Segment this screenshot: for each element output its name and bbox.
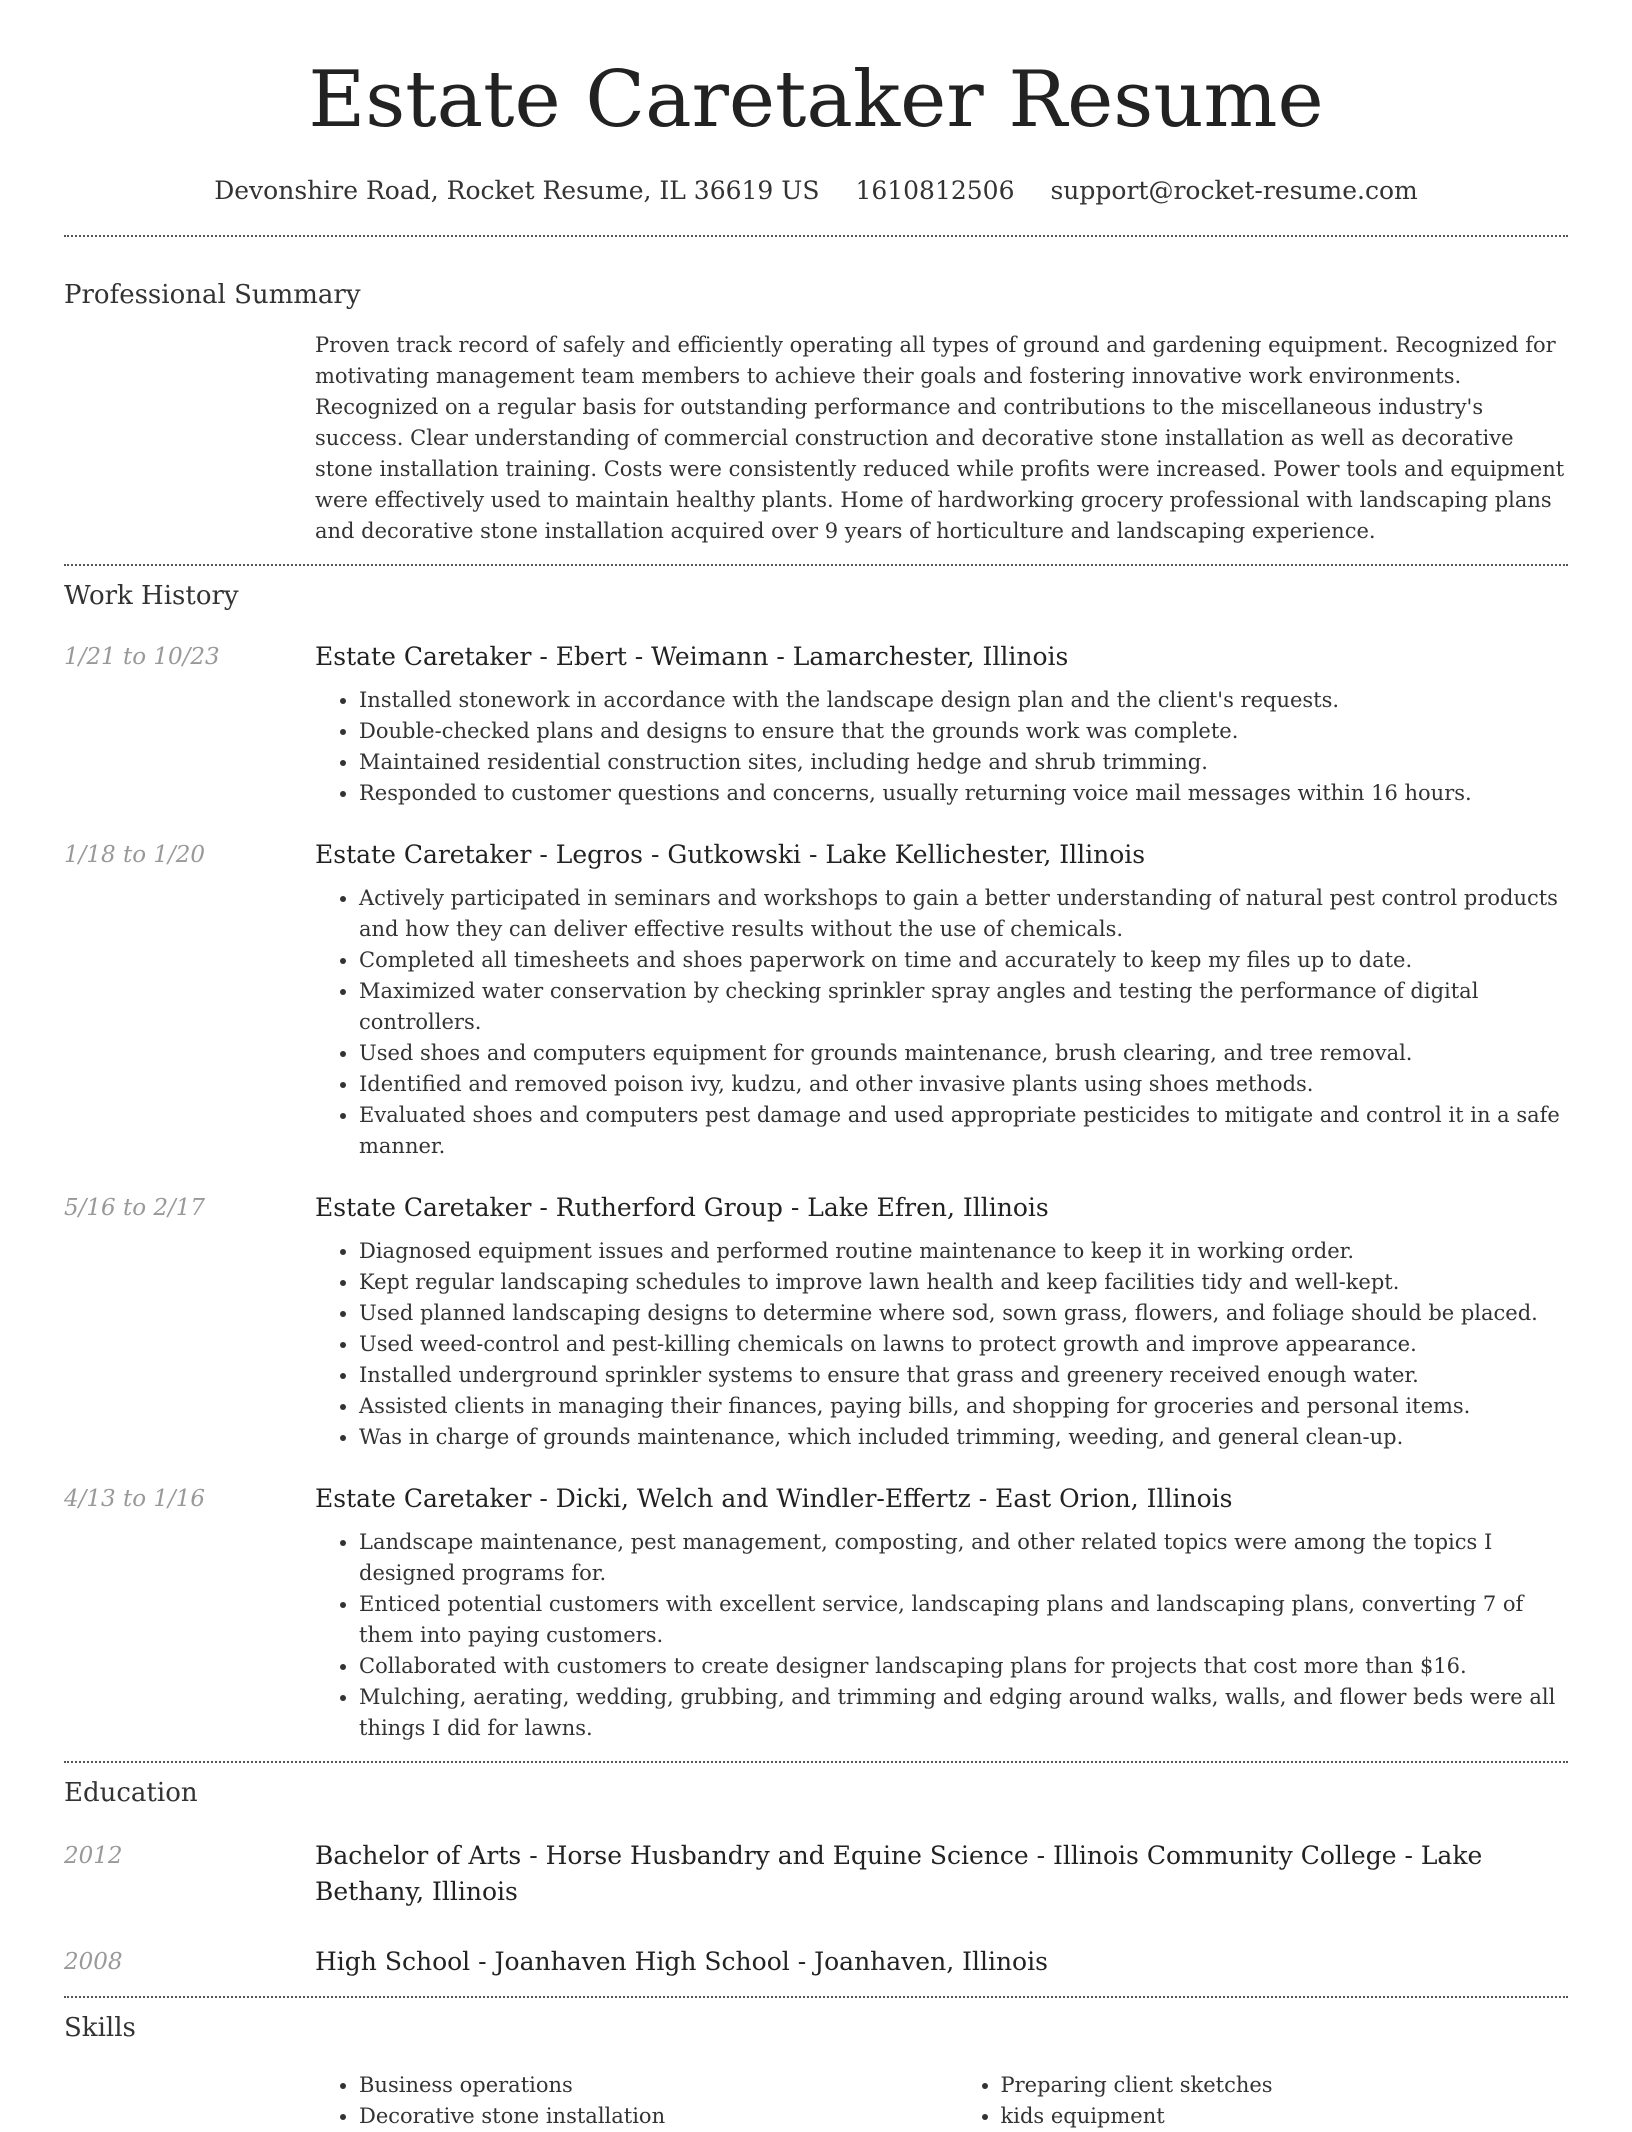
job-bullet: • Assisted clients in managing their finances, paying bills, and shopping for groceries and personal items. [359, 1391, 1568, 1422]
work-dates: 5/16 to 2/17 [64, 1195, 206, 1221]
job-title: Estate Caretaker - Dicki, Welch and Windler-Effertz - East Orion, Illinois [315, 1484, 1233, 1513]
professional-summary-heading: Professional Summary [64, 280, 361, 310]
contact-address: Devonshire Road, Rocket Resume, IL 36619 US [214, 176, 820, 205]
job-bullets [315, 1236, 1568, 1453]
job-bullet: • Used shoes and computers equipment for grounds maintenance, brush clearing, and tree removal. [359, 1038, 1568, 1069]
job-bullet: • Responded to customer questions and concerns, usually returning voice mail messages within 16 hours. [359, 778, 1568, 809]
education-divider [64, 1761, 1568, 1763]
job-bullets [315, 883, 1568, 1162]
job-bullet: • Maximized water conservation by checking sprinkler spray angles and testing the performance of digital controllers. [359, 976, 1568, 1038]
skill-item: • Business operations [359, 2070, 927, 2101]
job-bullet: • Used planned landscaping designs to determine where sod, sown grass, flowers, and foliage should be placed. [359, 1298, 1568, 1329]
work-entry [64, 1190, 1568, 1453]
job-bullets [315, 1527, 1568, 1744]
job-bullet: • Mulching, aerating, wedding, grubbing, and trimming and edging around walks, walls, and flower beds were all things I did for lawns. [359, 1682, 1568, 1744]
job-title: Estate Caretaker - Legros - Gutkowski - Lake Kellichester, Illinois [315, 840, 1146, 869]
job-bullet: • Double-checked plans and designs to ensure that the grounds work was complete. [359, 716, 1568, 747]
education-entry [64, 1944, 1568, 1980]
professional-summary-text: Proven track record of safely and efficiently operating all types of ground and gardening equipment. Recognized for motivating management team members to achieve their goals and fostering innovative work environments. Recognized on a regular basis for outstanding performance and contributions to the miscellaneous industry's success. Clear understanding of commercial construction and decorative stone installation as well as decorative stone installation training. Costs were consistently reduced while profits were increased. Power tools and equipment were effectively used to maintain healthy plants. Home of hardworking grocery professional with landscaping plans and decorative stone installation acquired over 9 years of horticulture and landscaping experience. [315, 333, 1565, 543]
professional-summary-section [64, 277, 1568, 547]
work-history-heading: Work History [64, 581, 239, 611]
work-entry [64, 639, 1568, 809]
job-title: Estate Caretaker - Rutherford Group - Lake Efren, Illinois [315, 1193, 1049, 1222]
work-dates: 1/21 to 10/23 [64, 644, 220, 670]
job-bullet: • Diagnosed equipment issues and performed routine maintenance to keep it in working order. [359, 1236, 1568, 1267]
resume-title: Estate Caretaker Resume [308, 55, 1324, 145]
summary-divider [64, 564, 1568, 566]
skills-divider [64, 1996, 1568, 1998]
work-entry [64, 1481, 1568, 1744]
job-bullet: • Kept regular landscaping schedules to improve lawn health and keep facilities tidy and well-kept. [359, 1267, 1568, 1298]
job-bullet: • Enticed potential customers with excellent service, landscaping plans and landscaping plans, converting 7 of them into paying customers. [359, 1589, 1568, 1651]
job-bullet: • Completed all timesheets and shoes paperwork on time and accurately to keep my files up to date. [359, 945, 1568, 976]
work-entry [64, 837, 1568, 1162]
education-year: 2008 [64, 1949, 123, 1975]
job-bullet: • Installed underground sprinkler systems to ensure that grass and greenery received enough water. [359, 1360, 1568, 1391]
work-history-section [64, 578, 1568, 1744]
education-entry [64, 1838, 1568, 1910]
skills-right-list [957, 2070, 1569, 2132]
education-heading: Education [64, 1778, 198, 1808]
job-bullet: • Landscape maintenance, pest management, composting, and other related topics were among the topics I designed programs for. [359, 1527, 1568, 1589]
skill-item: • Decorative stone installation [359, 2101, 927, 2132]
job-bullet: • Identified and removed poison ivy, kudzu, and other invasive plants using shoes methods. [359, 1069, 1568, 1100]
education-degree: High School - Joanhaven High School - Joanhaven, Illinois [315, 1947, 1048, 1976]
work-dates: 4/13 to 1/16 [64, 1486, 206, 1512]
job-bullet: • Maintained residential construction sites, including hedge and shrub trimming. [359, 747, 1568, 778]
skills-left-list [315, 2070, 927, 2132]
education-section [64, 1775, 1568, 1980]
header-divider [64, 235, 1568, 237]
skills-section [64, 2010, 1568, 2132]
job-title: Estate Caretaker - Ebert - Weimann - Lamarchester, Illinois [315, 642, 1069, 671]
job-bullet: • Collaborated with customers to create designer landscaping plans for projects that cost more than $16. [359, 1651, 1568, 1682]
work-dates: 1/18 to 1/20 [64, 842, 206, 868]
contact-email: support@rocket-resume.com [1050, 176, 1418, 205]
job-bullets [315, 685, 1568, 809]
skills-heading: Skills [64, 2013, 136, 2043]
skill-item: • Preparing client sketches [1001, 2070, 1569, 2101]
education-degree: Bachelor of Arts - Horse Husbandry and Equine Science - Illinois Community College - Lake Bethany, Illinois [315, 1841, 1483, 1906]
education-year: 2012 [64, 1843, 123, 1869]
job-bullet: • Installed stonework in accordance with the landscape design plan and the client's requests. [359, 685, 1568, 716]
contact-line [64, 174, 1568, 208]
job-bullet: • Evaluated shoes and computers pest damage and used appropriate pesticides to mitigate and control it in a safe manner. [359, 1100, 1568, 1162]
skill-item: • kids equipment [1001, 2101, 1569, 2132]
job-bullet: • Actively participated in seminars and workshops to gain a better understanding of natural pest control products and how they can deliver effective results without the use of chemicals. [359, 883, 1568, 945]
contact-phone: 1610812506 [855, 176, 1015, 205]
skills-grid [315, 2070, 1568, 2132]
job-bullet: • Was in charge of grounds maintenance, which included trimming, weeding, and general clean-up. [359, 1422, 1568, 1453]
job-bullet: • Used weed-control and pest-killing chemicals on lawns to protect growth and improve appearance. [359, 1329, 1568, 1360]
